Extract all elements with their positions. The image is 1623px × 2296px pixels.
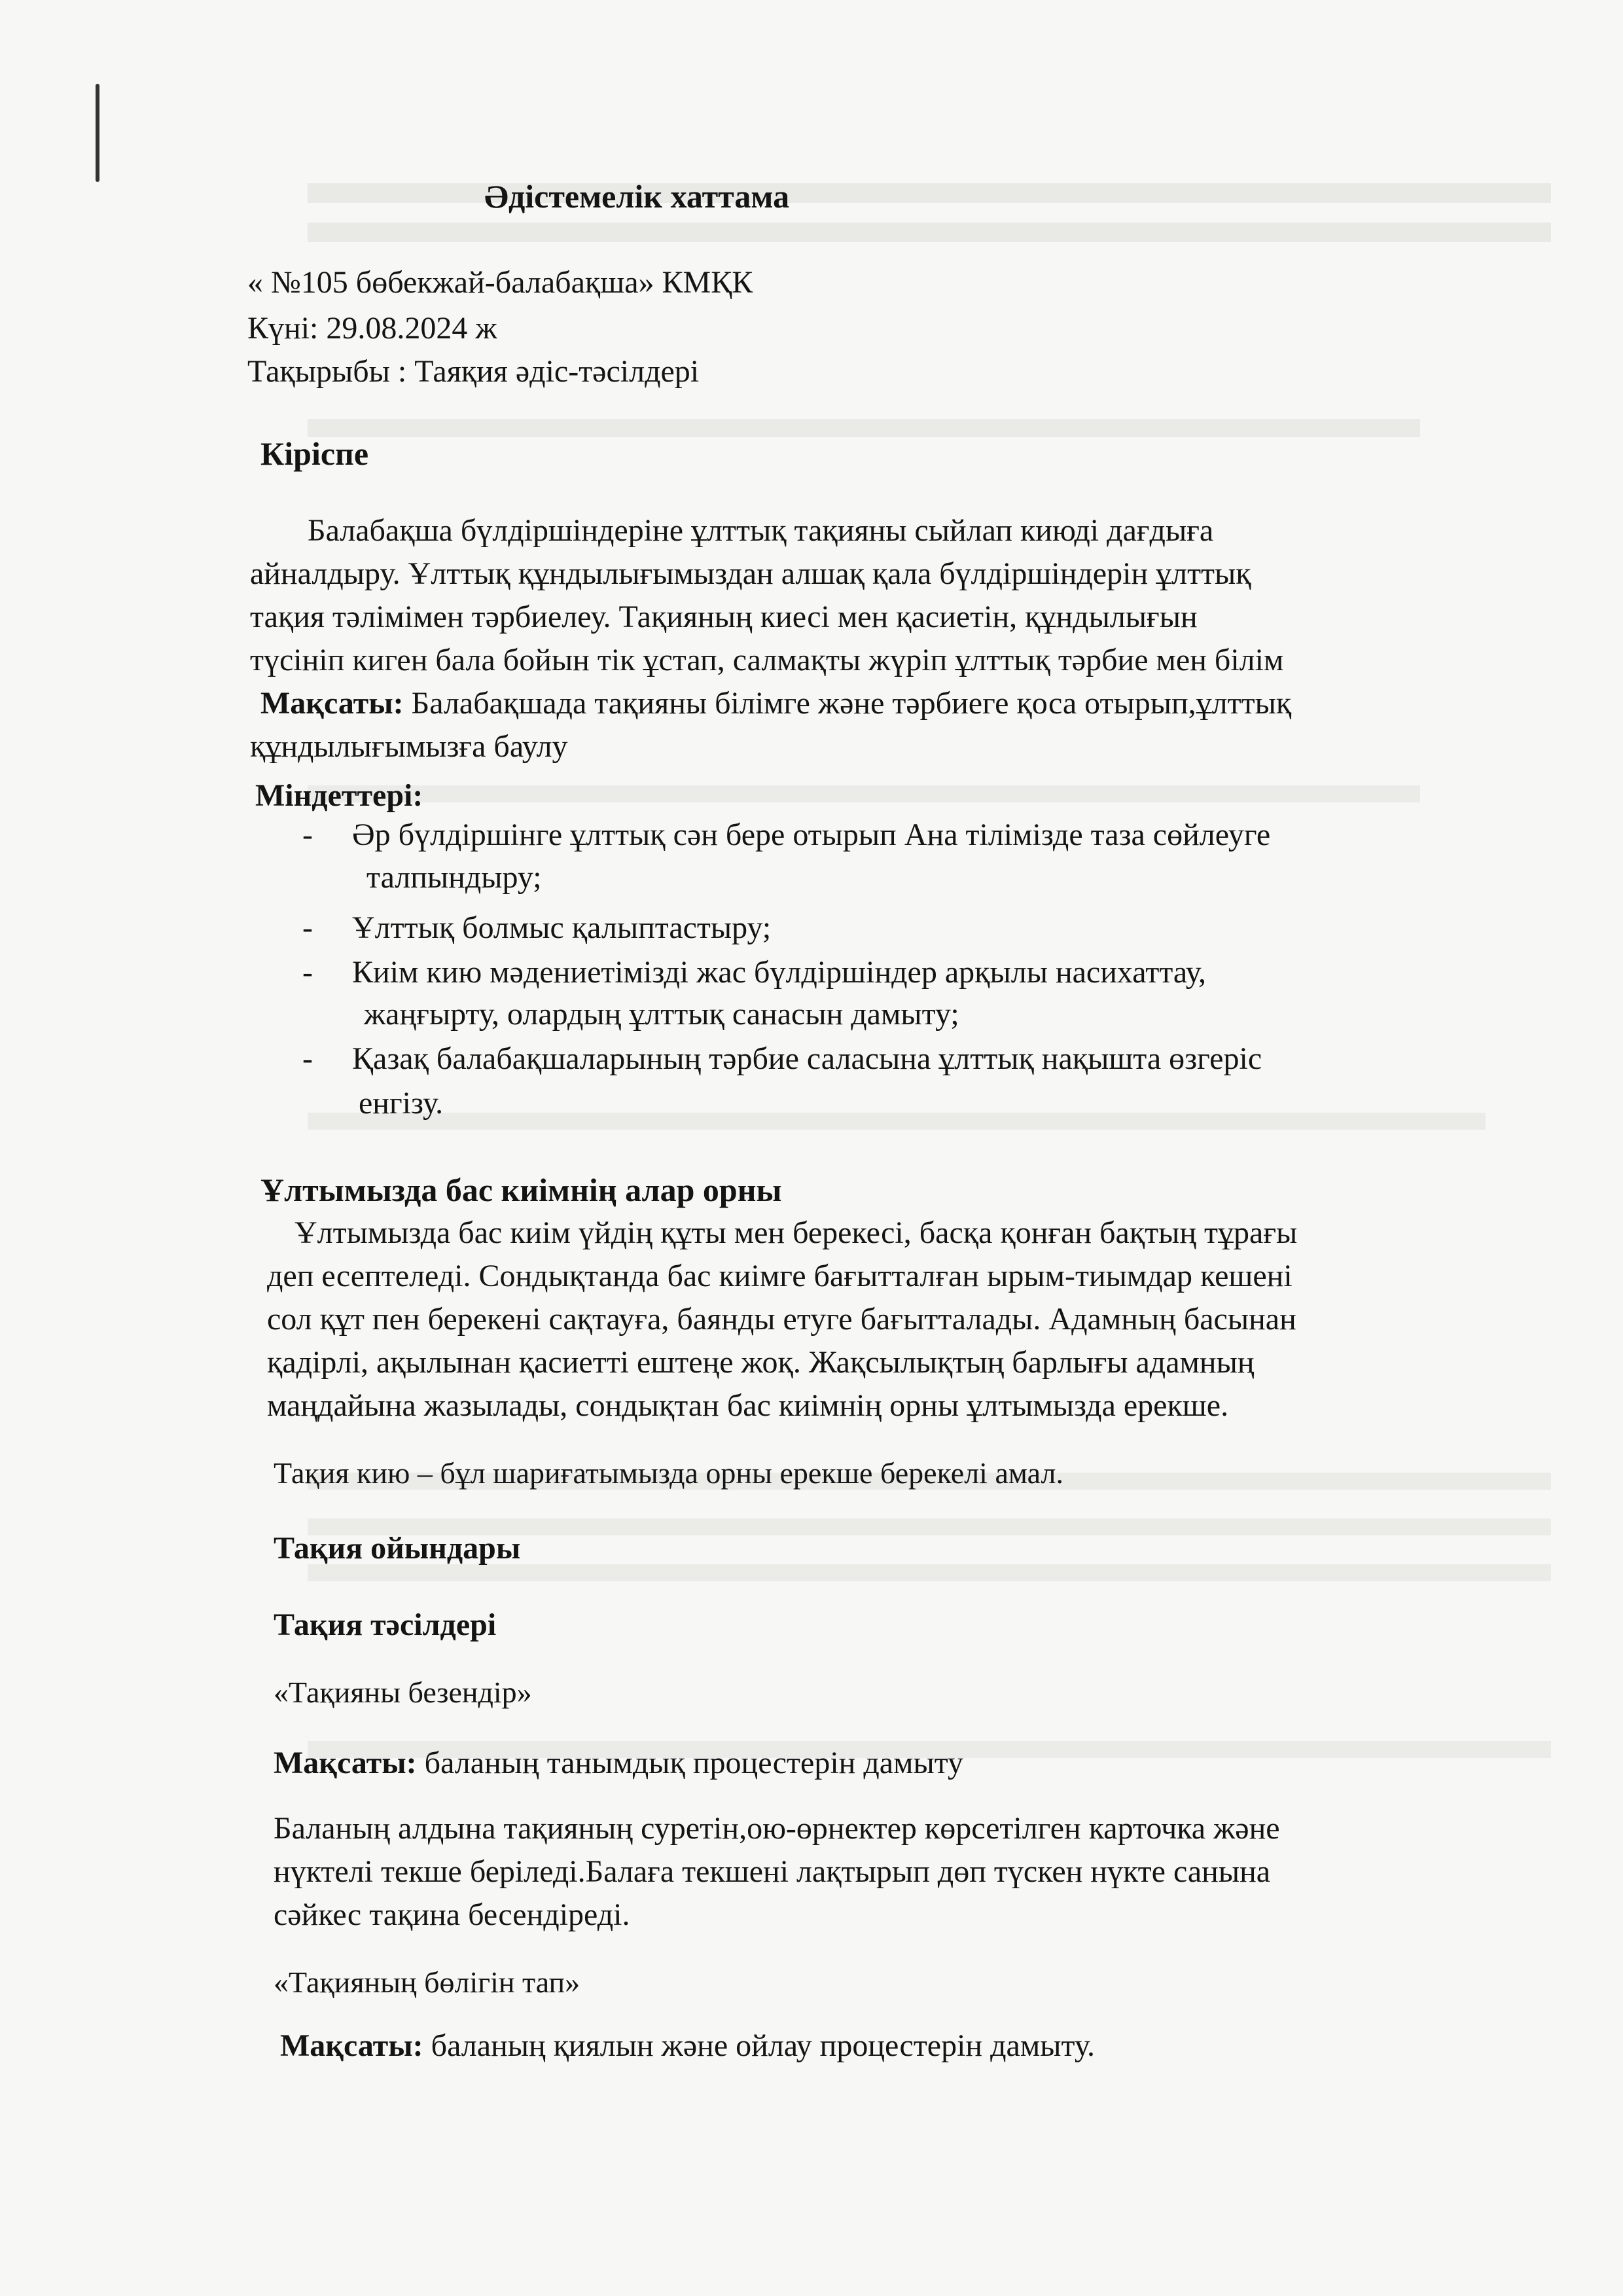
game2-goal-label: Мақсаты: xyxy=(280,2028,423,2063)
intro-heading: Кіріспе xyxy=(260,435,369,472)
intro-line: Балабақша бүлдіршіндеріне ұлттық тақияны сыйлап киюді дағдыға xyxy=(308,513,1214,548)
organization-name: « №105 бөбекжай-балабақша» КМҚК xyxy=(247,265,753,300)
date-line: Күні: 29.08.2024 ж xyxy=(247,311,497,346)
task-item: Әр бүлдіршінге ұлттық сән бере отырып Ана тілімізде таза сөйлеуге xyxy=(352,817,1271,852)
bullet-dash: - xyxy=(302,817,313,852)
game1-goal-line xyxy=(274,1745,963,1781)
game1-title: «Тақияны безендір» xyxy=(274,1676,532,1709)
goal-text-continued: құндылығымызға баулу xyxy=(250,729,568,764)
section2-line: деп есептеледі. Сондықтанда бас киімге бағытталған ырым-тиымдар кешені xyxy=(267,1259,1293,1293)
bullet-dash: - xyxy=(302,910,313,945)
task-item: Киім кию мәдениетімізді жас бүлдіршіндер арқылы насихаттау, xyxy=(352,955,1206,990)
game1-desc-line: сәйкес тақина бесендіреді. xyxy=(274,1897,630,1932)
section2-line: маңдайына жазылады, сондықтан бас киімнің орны ұлтымызда ерекше. xyxy=(267,1388,1229,1423)
task-item-continued: жаңғырту, олардың ұлттық санасын дамыту; xyxy=(364,997,959,1031)
goal-label: Мақсаты: xyxy=(260,686,404,721)
section2-tail: Тақия кию – бұл шариғатымызда орны ерекше берекелі амал. xyxy=(274,1456,1063,1490)
bullet-dash: - xyxy=(302,1041,313,1076)
intro-line: айналдыру. Ұлттық құндылығымыздан алшақ қала бүлдіршіндерін ұлттық xyxy=(250,556,1251,591)
intro-line: тақия тәлімімен тәрбиелеу. Тақияның киесі мен қасиетін, құндылығын xyxy=(250,600,1198,634)
goal-line xyxy=(260,685,1291,721)
scan-margin-mark xyxy=(96,84,99,182)
section2-line: сол құт пен берекені сақтауға, баянды етуге бағытталады. Адамның басынан xyxy=(267,1302,1296,1336)
methods-heading: Тақия тәсілдері xyxy=(274,1607,497,1642)
topic-line: Тақырыбы : Таяқия әдіс-тәсілдері xyxy=(247,354,700,389)
section2-line: Ұлтымызда бас киім үйдің құты мен берекесі, басқа қонған бақтың тұрағы xyxy=(294,1215,1298,1250)
game1-goal-label: Мақсаты: xyxy=(274,1746,417,1780)
document-title: Әдістемелік хаттама xyxy=(484,178,790,215)
game2-goal-line xyxy=(280,2028,1095,2064)
intro-line: түсініп киген бала бойын тік ұстап, салмақты жүріп ұлттық тәрбие мен білім xyxy=(250,643,1284,677)
game1-desc-line: Баланың алдына тақияның суретін,ою-өрнектер көрсетілген карточка және xyxy=(274,1811,1280,1846)
task-item-continued: талпындыру; xyxy=(366,860,542,895)
bullet-dash: - xyxy=(302,955,313,990)
game1-goal-text: баланың танымдық процестерін дамыту xyxy=(416,1746,964,1780)
task-item: Қазақ балабақшаларының тәрбие саласына ұлттық нақышта өзгеріс xyxy=(352,1041,1262,1076)
section2-line: қадірлі, ақылынан қасиетті ештеңе жоқ. Жақсылықтың барлығы адамның xyxy=(267,1345,1255,1380)
goal-text: Балабақшада тақияны білімге және тәрбиеге қоса отырып,ұлттық xyxy=(403,686,1292,721)
section-heading-headwear: Ұлтымызда бас киімнің алар орны xyxy=(260,1172,782,1208)
task-item-continued: енгізу. xyxy=(359,1086,444,1121)
game1-desc-line: нүктелі текше беріледі.Балаға текшені лақтырып дөп түскен нүкте санына xyxy=(274,1854,1271,1889)
game2-title: «Тақияның бөлігін тап» xyxy=(274,1965,580,1999)
games-heading: Тақия ойындары xyxy=(274,1531,521,1566)
task-item: Ұлттық болмыс қалыптастыру; xyxy=(352,910,772,945)
tasks-heading: Міндеттері: xyxy=(255,778,423,813)
game2-goal-text: баланың қиялын және ойлау процестерін дамыту. xyxy=(423,2028,1096,2063)
